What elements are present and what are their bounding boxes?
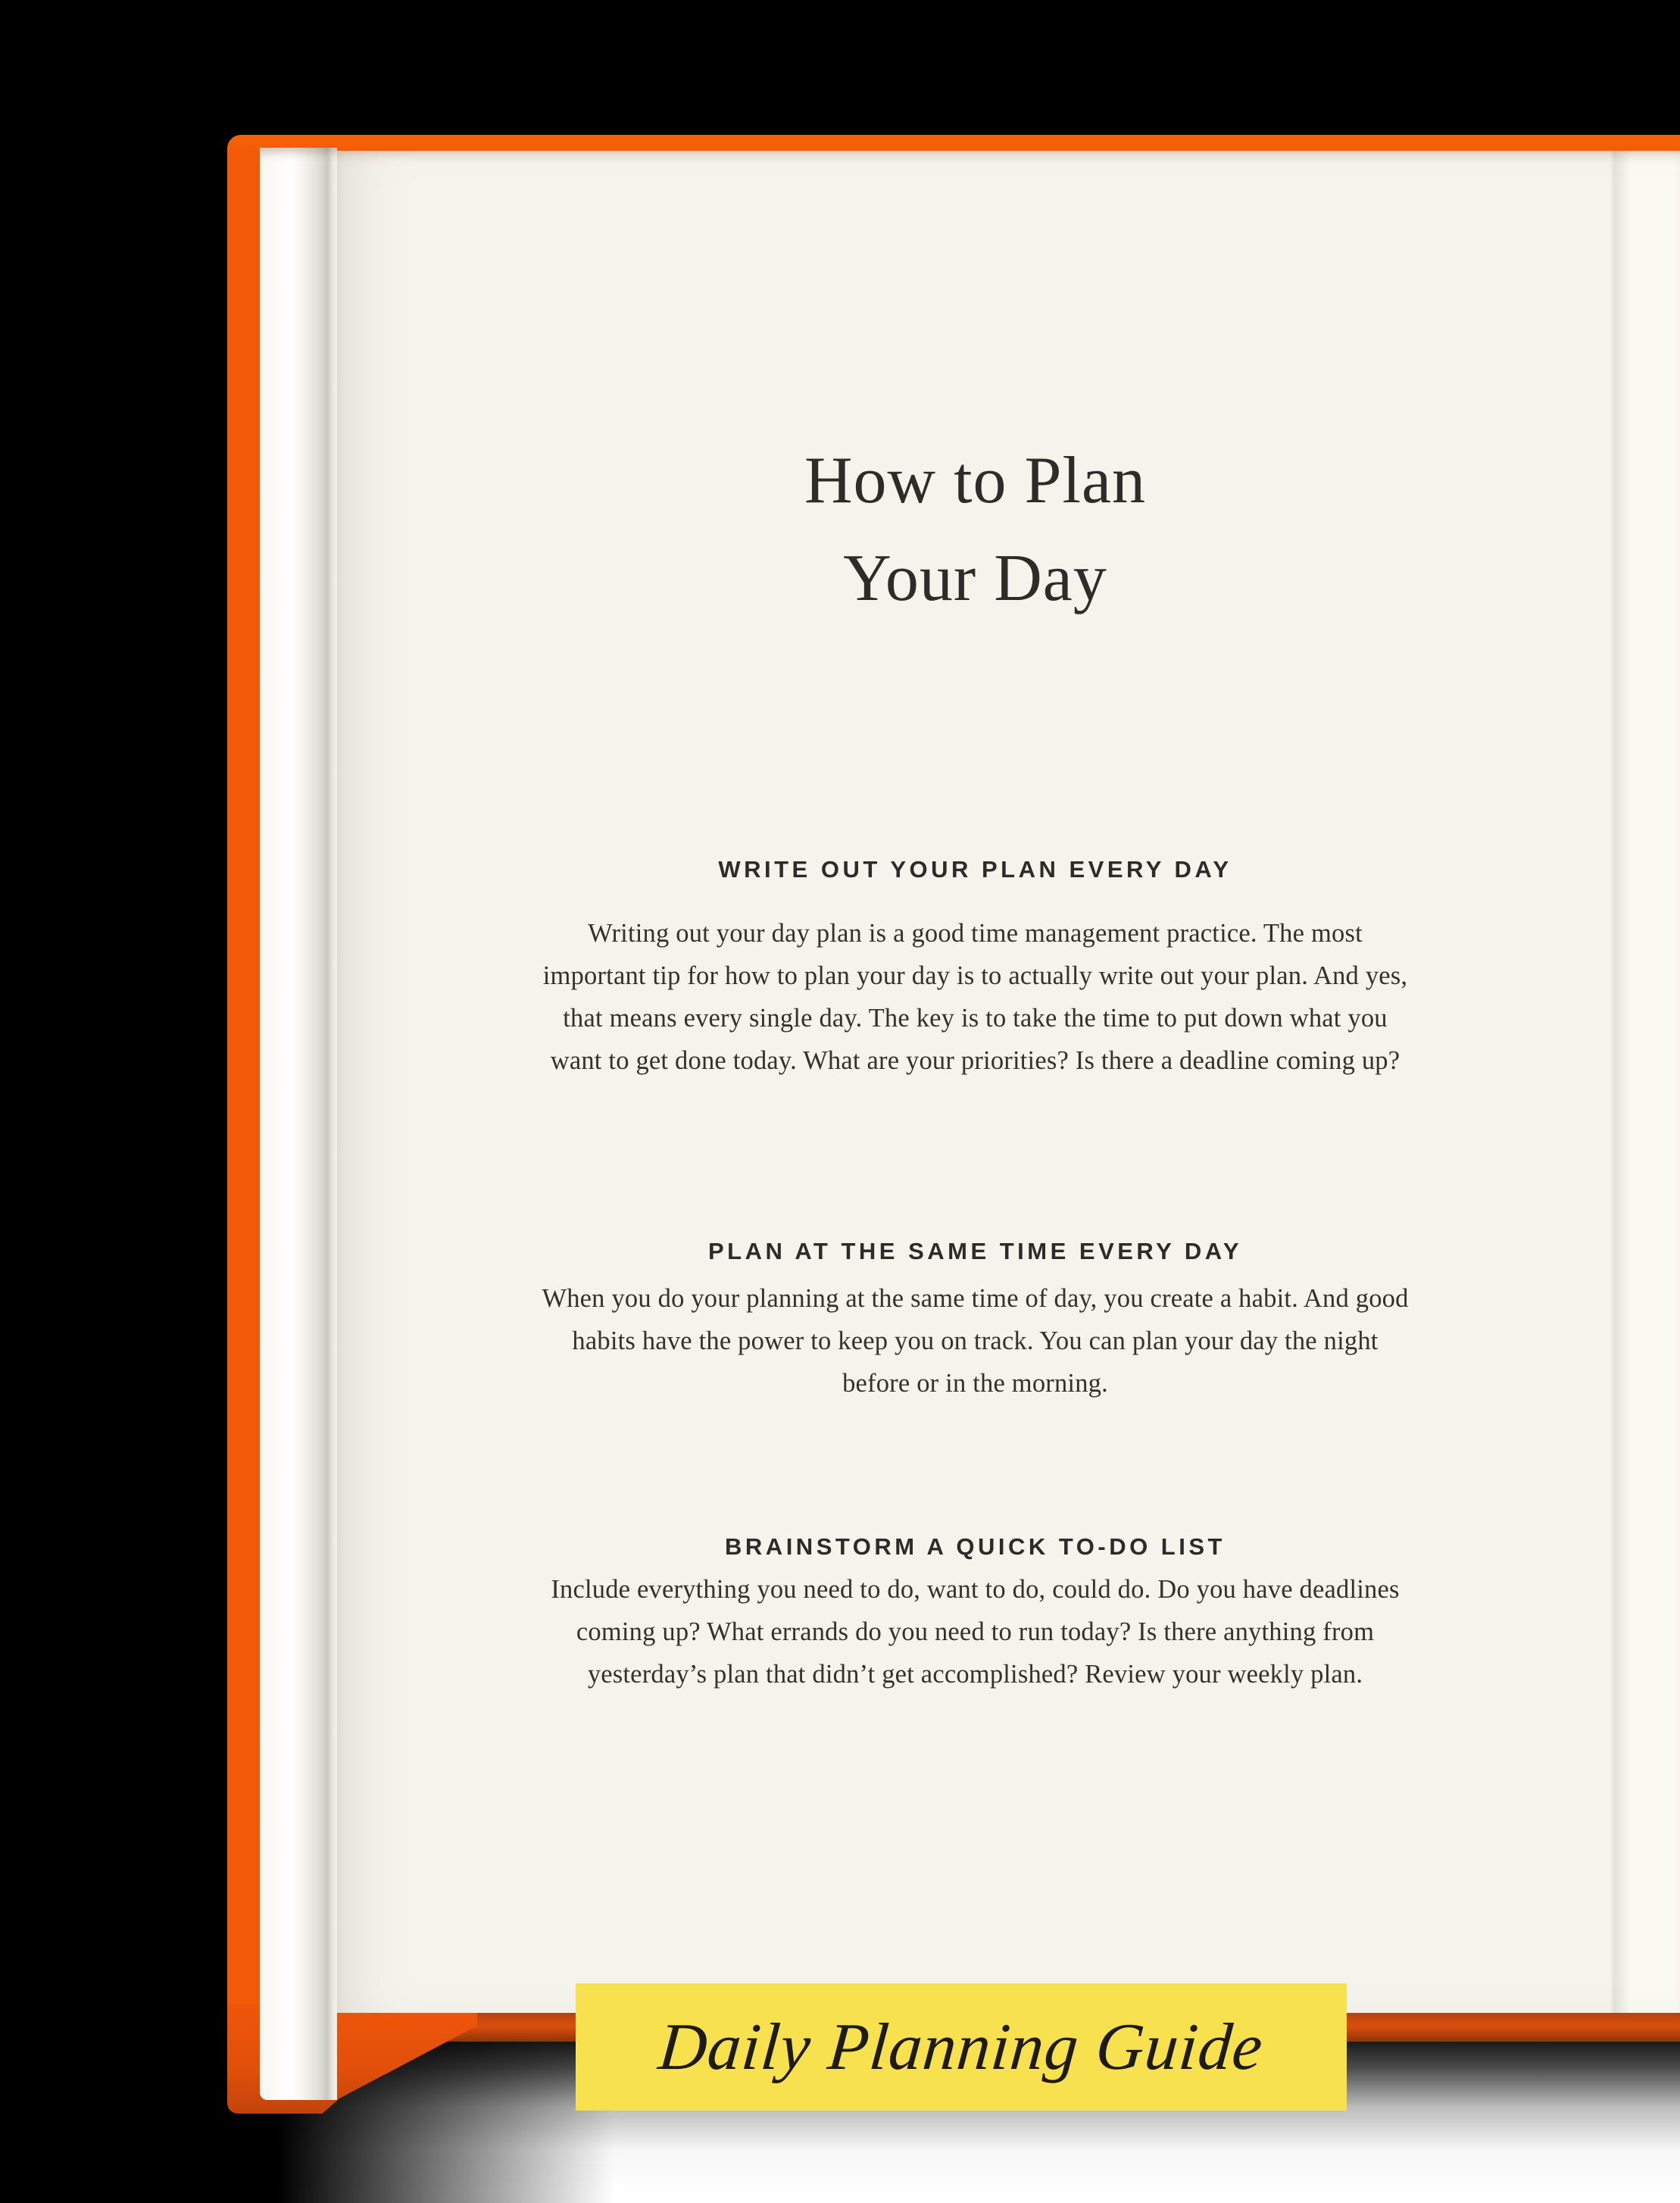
section-heading-brainstorm-todo-list: BRAINSTORM A QUICK TO-DO LIST	[725, 1533, 1226, 1560]
page-title: How to Plan Your Day	[804, 444, 1146, 616]
daily-planning-guide-banner	[576, 1983, 1347, 2111]
section-heading-plan-at-same-time: PLAN AT THE SAME TIME EVERY DAY	[707, 1238, 1243, 1264]
page-edges-spine	[260, 148, 337, 2100]
banner-label: Daily Planning Guide	[656, 2010, 1266, 2084]
section-paragraph: Writing out your day plan is a good time management practice. The most important tip for how to plan your day is to actually write out your plan. And yes, that means every single day. The key is to take the time to put down what you want to get done today. What are your priorities? Is there a deadline coming up?	[542, 919, 1408, 1075]
book-page	[337, 151, 1680, 2013]
section-paragraph: Include everything you need to do, want to do, could do. Do you have deadlines coming up? What errands do you need to run today? Is there anything from yesterday’s plan that didn’t get accomplished? Review your weekly plan.	[551, 1575, 1400, 1689]
section-paragraph: When you do your planning at the same time of day, you create a habit. And good habits have the power to keep you on track. You can plan your day the night before or in the morning.	[542, 1284, 1409, 1398]
section-heading-write-out-your-plan: WRITE OUT YOUR PLAN EVERY DAY	[718, 856, 1232, 883]
